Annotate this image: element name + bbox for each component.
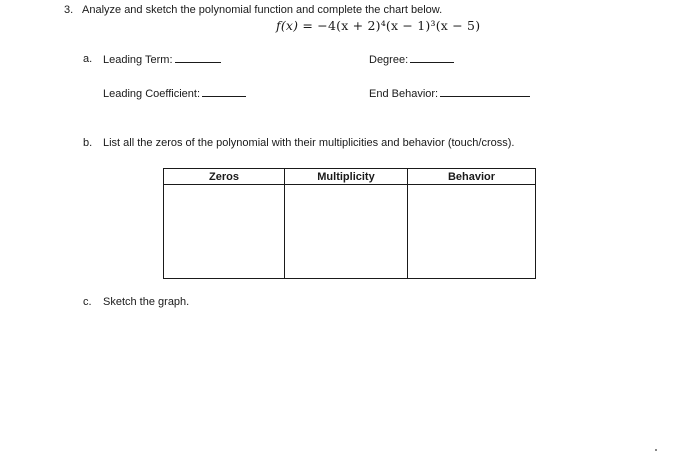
leading-coefficient-row — [103, 87, 246, 100]
zeros-header: Zeros — [164, 169, 285, 185]
stray-mark — [655, 449, 657, 451]
table-header-row — [164, 169, 536, 185]
part-a-marker: a. — [83, 53, 93, 65]
formula-equals: = — [302, 18, 314, 33]
table-row — [164, 185, 536, 279]
degree-row — [369, 53, 454, 66]
behavior-cell[interactable] — [408, 185, 536, 279]
leading-term-row — [103, 53, 221, 66]
formula-rhs: −4(x + 2)⁴(x − 1)³(x − 5) — [317, 18, 481, 33]
end-behavior-blank[interactable] — [440, 87, 530, 97]
graph-sketch-area[interactable] — [80, 315, 640, 445]
end-behavior-row — [369, 87, 530, 100]
leading-coefficient-label: Leading Coefficient: — [103, 88, 201, 100]
polynomial-formula — [276, 18, 480, 33]
leading-term-blank[interactable] — [175, 53, 221, 63]
multiplicity-cell[interactable] — [285, 185, 408, 279]
behavior-header: Behavior — [408, 169, 536, 185]
leading-coefficient-blank[interactable] — [202, 87, 246, 97]
part-c-instruction: Sketch the graph. — [103, 296, 190, 308]
end-behavior-label: End Behavior: — [369, 88, 439, 100]
part-b-instruction: List all the zeros of the polynomial with their multiplicities and behavior (touch/cross). — [103, 137, 515, 149]
part-c-marker: c. — [83, 296, 92, 308]
zeros-cell[interactable] — [164, 185, 285, 279]
degree-blank[interactable] — [410, 53, 454, 63]
formula-lhs: f(x) — [276, 18, 299, 33]
zeros-table — [163, 168, 536, 279]
degree-label: Degree: — [369, 54, 409, 66]
multiplicity-header: Multiplicity — [285, 169, 408, 185]
question-number: 3. — [64, 4, 74, 16]
part-b-marker: b. — [83, 137, 93, 149]
question-prompt: Analyze and sketch the polynomial function and complete the chart below. — [82, 4, 443, 16]
leading-term-label: Leading Term: — [103, 54, 173, 66]
